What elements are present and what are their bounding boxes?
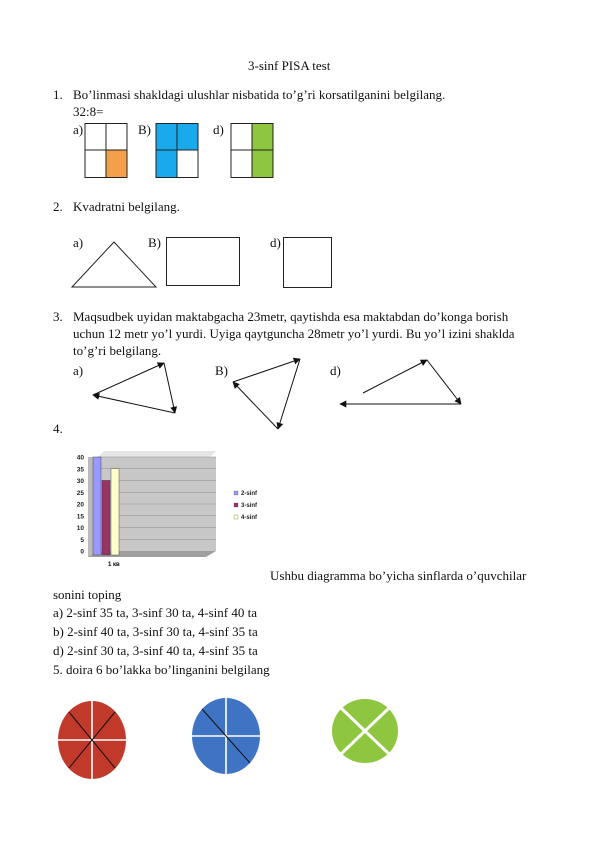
chart-y-tick-label: 30 [76,478,84,485]
q4-bar-chart [56,448,276,573]
q2-option-a[interactable]: a) [73,235,84,250]
q4-answer-b[interactable]: b) 2-sinf 40 ta, 3-sinf 30 ta, 4-sinf 35 ta [53,624,258,639]
q1-grid-a-shaded-cell [106,150,127,177]
chart-legend-swatch [234,503,238,507]
q4-number: 4. [53,421,63,436]
chart-y-tick-label: 35 [76,466,84,474]
q1-grid-a[interactable] [84,123,128,179]
q5-circle-a[interactable] [56,700,128,782]
q3-path-d[interactable] [335,356,469,412]
chart-y-tick-label: 10 [76,525,84,532]
chart-bar-2-sinf [93,457,101,555]
q2-triangle-shape[interactable] [70,240,160,290]
page-title: 3-sinf PISA test [248,58,331,73]
q4-answer-a[interactable]: a) 2-sinf 35 ta, 3-sinf 30 ta, 4-sinf 40 ta [53,605,257,620]
q3-text-line3: to’g’ri belgilang. [73,343,162,358]
q1-grid-d-shaded-cell [252,150,273,177]
chart-x-tick-label: 1 кв [108,562,120,568]
q2-option-d[interactable]: d) [270,235,281,250]
q3-number: 3. [53,309,63,324]
q1-grid-b-shaded-cell [177,124,198,151]
q1-expression: 32:8= [73,104,104,119]
chart-y-tick-label: 20 [76,501,84,509]
chart-plot-top [98,451,216,457]
q1-number: 1. [53,87,63,102]
q3-text-line1: Maqsudbek uyidan maktabgacha 23metr, qaytishda esa maktabdan do’konga borish [73,309,509,324]
q3-path-a[interactable] [88,355,188,417]
q2-text: Kvadratni belgilang. [73,199,180,214]
chart-legend-label: 4-sinf [241,515,258,521]
chart-y-tick-label: 15 [76,513,84,521]
q5-circle-d[interactable] [330,697,400,765]
q3-text-line2: uchun 12 metr yo’l yurdi. Uyiga qaytguncha 28metr yo’l yurdi. Bu yo’l izini shaklda [73,326,515,341]
q1-grid-b-shaded-cell [156,124,177,151]
q5-text: 5. doira 6 bo’lakka bo’linganini belgilang [53,662,270,677]
chart-y-tick-label: 25 [76,489,84,497]
q1-grid-d-shaded-cell [252,124,273,151]
q3-option-d[interactable]: d) [330,363,341,378]
chart-y-tick-label: 40 [76,454,84,462]
q3-option-b[interactable]: B) [215,363,228,378]
chart-bar-3-sinf [102,481,110,556]
q2-number: 2. [53,199,63,214]
chart-legend-label: 3-sinf [241,503,258,509]
q1-grid-b[interactable] [155,123,199,179]
q1-grid-d[interactable] [230,123,274,179]
chart-legend-label: 2-sinf [241,491,258,497]
chart-bar-4-sinf [111,469,119,555]
q2-rectangle-shape[interactable] [165,236,243,288]
chart-legend-swatch [234,515,238,519]
q4-answer-d[interactable]: d) 2-sinf 30 ta, 3-sinf 40 ta, 4-sinf 35 ta [53,643,258,658]
chart-legend-swatch [234,491,238,495]
q1-option-b[interactable]: B) [138,122,151,137]
q1-option-d[interactable]: d) [213,122,224,137]
q4-caption-line1: Ushbu diagramma bo’yicha sinflarda o’quvchilar [270,568,527,583]
q5-circle-b[interactable] [190,697,262,777]
q4-caption-line2: sonini toping [53,587,122,602]
q2-square-shape[interactable] [282,236,334,290]
q1-option-a[interactable]: a) [73,122,84,137]
chart-y-tick-label: 0 [80,548,84,556]
q2-option-b[interactable]: B) [148,235,161,250]
q3-path-b[interactable] [228,354,310,434]
q1-grid-b-shaded-cell [156,150,177,177]
chart-y-tick-label: 5 [80,536,84,544]
q1-text: Bo’linmasi shakldagi ulushlar nisbatida to’g’ri korsatilganini belgilang. [73,87,446,102]
q3-option-a[interactable]: a) [73,363,84,378]
